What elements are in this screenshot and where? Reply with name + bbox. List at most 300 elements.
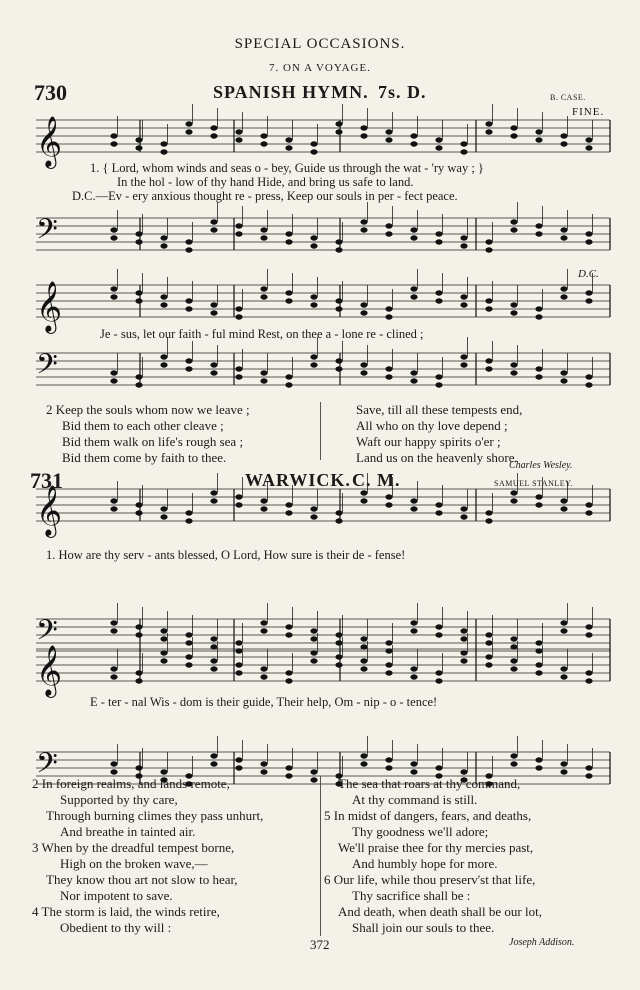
note-head xyxy=(510,219,517,224)
verse-line: The sea that roars at thy command, xyxy=(338,776,521,791)
note-head xyxy=(260,620,267,625)
note-head xyxy=(285,502,292,507)
note-head xyxy=(260,133,267,138)
note-head xyxy=(485,366,492,371)
verse-line: 4 The storm is laid, the winds retire, xyxy=(32,904,220,919)
verse-line: Supported by thy care, xyxy=(60,792,178,807)
note-head xyxy=(285,765,292,770)
author-731: Joseph Addison. xyxy=(509,937,575,948)
note-head xyxy=(235,765,242,770)
verse-line: And breathe in tainted air. xyxy=(60,824,196,839)
note-head xyxy=(260,235,267,240)
note-head xyxy=(510,490,517,495)
note-head xyxy=(135,678,142,683)
note-head xyxy=(210,498,217,503)
note-head xyxy=(360,362,367,367)
note-head xyxy=(485,247,492,252)
note-head xyxy=(110,235,117,240)
note-head xyxy=(210,362,217,367)
note-head xyxy=(560,628,567,633)
note-head xyxy=(460,362,467,367)
note-head xyxy=(110,769,117,774)
note-head xyxy=(510,498,517,503)
note-head xyxy=(160,514,167,519)
note-head xyxy=(460,636,467,641)
note-head xyxy=(460,650,467,655)
note-head xyxy=(185,239,192,244)
note-head xyxy=(135,145,142,150)
treble-clef-icon: 𝄞 xyxy=(36,281,63,332)
note-head xyxy=(585,137,592,142)
note-head xyxy=(210,219,217,224)
dc-mark: D.C. xyxy=(578,268,599,280)
note-head xyxy=(560,294,567,299)
note-head xyxy=(585,374,592,379)
verse-line: Thy sacrifice shall be : xyxy=(352,888,471,903)
note-head xyxy=(310,636,317,641)
note-head xyxy=(435,502,442,507)
verse-line: 3 When by the dreadful tempest borne, xyxy=(32,840,235,855)
verse-line: 2 In foreign realms, and lands remote, xyxy=(32,776,230,791)
note-head xyxy=(110,227,117,232)
note-head xyxy=(160,636,167,641)
note-head xyxy=(335,247,342,252)
note-head xyxy=(235,306,242,311)
note-head xyxy=(135,632,142,637)
note-head xyxy=(260,141,267,146)
note-head xyxy=(485,640,492,645)
note-head xyxy=(135,670,142,675)
note-head xyxy=(335,662,342,667)
stanza-731-right xyxy=(324,776,542,936)
note-head xyxy=(160,506,167,511)
note-head xyxy=(585,670,592,675)
note-head xyxy=(235,137,242,142)
lyric-731-line1: 1. How are thy serv - ants blessed, O Lord, How sure is their de - fense! xyxy=(46,548,406,562)
note-head xyxy=(560,286,567,291)
note-head xyxy=(385,129,392,134)
note-head xyxy=(135,298,142,303)
note-head xyxy=(235,374,242,379)
note-head xyxy=(285,239,292,244)
note-head xyxy=(410,227,417,232)
note-head xyxy=(210,227,217,232)
note-head xyxy=(410,498,417,503)
lyric-730-line4: Je - sus, let our faith - ful mind Rest, on thee a - lone re - clined ; xyxy=(100,327,424,341)
note-head xyxy=(460,294,467,299)
verse-line: They know thou art not slow to hear, xyxy=(46,872,238,887)
note-head xyxy=(535,670,542,675)
note-head xyxy=(460,302,467,307)
page-number: 372 xyxy=(310,937,330,952)
note-head xyxy=(310,294,317,299)
note-head xyxy=(535,366,542,371)
note-head xyxy=(535,494,542,499)
note-head xyxy=(585,678,592,683)
composer-730: B. CASE. xyxy=(550,93,586,102)
note-head xyxy=(485,129,492,134)
note-head xyxy=(335,518,342,523)
note-head xyxy=(410,286,417,291)
note-head xyxy=(160,243,167,248)
note-head xyxy=(385,137,392,142)
note-head xyxy=(210,658,217,663)
note-head xyxy=(135,510,142,515)
note-head xyxy=(260,286,267,291)
note-head xyxy=(210,310,217,315)
note-head xyxy=(460,628,467,633)
bass-clef-icon: 𝄢 xyxy=(36,614,58,654)
treble-clef-icon: 𝄞 xyxy=(36,645,63,696)
note-head xyxy=(110,498,117,503)
stanza-730-2b: Save, till all these tempests end, All who on thy love depend ; Waft our happy spirits o'er ; Land us on the heavenly shore. xyxy=(356,402,523,465)
note-head xyxy=(385,366,392,371)
note-head xyxy=(385,640,392,645)
note-head xyxy=(535,765,542,770)
verse-line: Obedient to thy will : xyxy=(60,920,172,935)
note-head xyxy=(210,302,217,307)
note-head xyxy=(485,654,492,659)
note-head xyxy=(435,290,442,295)
note-head xyxy=(185,632,192,637)
note-head xyxy=(185,358,192,363)
note-head xyxy=(385,223,392,228)
note-head xyxy=(385,670,392,675)
note-head xyxy=(435,670,442,675)
note-head xyxy=(310,650,317,655)
note-head xyxy=(410,370,417,375)
note-head xyxy=(285,678,292,683)
note-head xyxy=(435,382,442,387)
note-head xyxy=(335,121,342,126)
verse-line: Nor impotent to save. xyxy=(60,888,173,903)
note-head xyxy=(185,640,192,645)
verse-line: At thy command is still. xyxy=(352,792,478,807)
note-head xyxy=(560,370,567,375)
note-head xyxy=(310,141,317,146)
note-head xyxy=(560,133,567,138)
note-head xyxy=(485,121,492,126)
note-head xyxy=(510,227,517,232)
note-head xyxy=(360,490,367,495)
note-head xyxy=(210,636,217,641)
note-head xyxy=(110,133,117,138)
note-head xyxy=(485,239,492,244)
composer-731: SAMUEL STANLEY. xyxy=(494,479,573,488)
note-head xyxy=(535,640,542,645)
note-head xyxy=(335,654,342,659)
note-head xyxy=(260,498,267,503)
note-head xyxy=(560,498,567,503)
note-head xyxy=(510,753,517,758)
note-head xyxy=(135,290,142,295)
note-head xyxy=(510,133,517,138)
note-head xyxy=(360,133,367,138)
note-head xyxy=(210,370,217,375)
note-head xyxy=(135,624,142,629)
note-head xyxy=(285,290,292,295)
note-head xyxy=(560,620,567,625)
note-head xyxy=(285,137,292,142)
note-head xyxy=(110,674,117,679)
note-head xyxy=(460,506,467,511)
note-head xyxy=(435,231,442,236)
note-head xyxy=(435,765,442,770)
note-head xyxy=(385,757,392,762)
note-head xyxy=(435,374,442,379)
note-head xyxy=(510,666,517,671)
bass-clef-icon: 𝄢 xyxy=(36,213,58,253)
note-head xyxy=(460,243,467,248)
note-head xyxy=(510,658,517,663)
note-head xyxy=(185,662,192,667)
note-head xyxy=(160,628,167,633)
note-head xyxy=(585,624,592,629)
note-head xyxy=(385,306,392,311)
note-head xyxy=(110,666,117,671)
note-head xyxy=(160,658,167,663)
treble-clef-icon: 𝄞 xyxy=(36,116,63,167)
meter-731: C. M. xyxy=(352,470,401,490)
note-head xyxy=(310,658,317,663)
note-head xyxy=(460,354,467,359)
note-head xyxy=(385,314,392,319)
note-head xyxy=(135,765,142,770)
note-head xyxy=(535,231,542,236)
note-head xyxy=(360,498,367,503)
note-head xyxy=(385,502,392,507)
note-head xyxy=(235,670,242,675)
note-head xyxy=(285,670,292,675)
note-head xyxy=(510,636,517,641)
note-head xyxy=(310,506,317,511)
note-head xyxy=(285,510,292,515)
note-head xyxy=(410,378,417,383)
note-head xyxy=(285,624,292,629)
note-head xyxy=(360,761,367,766)
note-head xyxy=(160,769,167,774)
note-head xyxy=(410,666,417,671)
stanza-730-2a: 2 Keep the souls whom now we leave ; Bid them to each other cleave ; Bid them walk on life's rough sea ; Bid them come by faith to thee. xyxy=(46,402,250,465)
note-head xyxy=(510,302,517,307)
note-head xyxy=(335,239,342,244)
note-head xyxy=(185,298,192,303)
note-head xyxy=(235,129,242,134)
note-head xyxy=(585,231,592,236)
note-head xyxy=(285,298,292,303)
note-head xyxy=(235,231,242,236)
note-head xyxy=(360,666,367,671)
note-head xyxy=(260,294,267,299)
note-head xyxy=(185,306,192,311)
note-head xyxy=(235,366,242,371)
note-head xyxy=(385,765,392,770)
note-head xyxy=(160,294,167,299)
note-head xyxy=(160,141,167,146)
subsection-title: 7. ON A VOYAGE. xyxy=(269,62,371,74)
note-head xyxy=(110,294,117,299)
note-head xyxy=(310,777,317,782)
note-head xyxy=(310,628,317,633)
verse-line: And humbly hope for more. xyxy=(352,856,498,871)
note-head xyxy=(135,374,142,379)
note-head xyxy=(385,662,392,667)
note-head xyxy=(410,235,417,240)
note-head xyxy=(110,628,117,633)
note-head xyxy=(335,129,342,134)
note-head xyxy=(560,227,567,232)
note-head xyxy=(235,494,242,499)
note-head xyxy=(435,145,442,150)
note-head xyxy=(585,632,592,637)
note-head xyxy=(510,370,517,375)
note-head xyxy=(160,362,167,367)
note-head xyxy=(285,773,292,778)
note-head xyxy=(585,502,592,507)
note-head xyxy=(210,133,217,138)
note-head xyxy=(360,302,367,307)
note-head xyxy=(485,662,492,667)
stanza-731-left xyxy=(32,776,263,936)
note-head xyxy=(585,290,592,295)
verse-line: We'll praise thee for thy mercies past, xyxy=(338,840,534,855)
note-head xyxy=(310,149,317,154)
verse-line: High on the broken wave,— xyxy=(60,856,208,871)
note-head xyxy=(560,769,567,774)
note-head xyxy=(535,662,542,667)
note-head xyxy=(235,223,242,228)
note-head xyxy=(335,358,342,363)
note-head xyxy=(185,247,192,252)
note-head xyxy=(410,674,417,679)
note-head xyxy=(185,121,192,126)
note-head xyxy=(535,223,542,228)
note-head xyxy=(160,354,167,359)
note-head xyxy=(110,141,117,146)
note-head xyxy=(410,294,417,299)
note-head xyxy=(485,510,492,515)
column-divider xyxy=(320,776,321,936)
note-head xyxy=(160,149,167,154)
note-head xyxy=(485,306,492,311)
note-head xyxy=(235,314,242,319)
note-head xyxy=(510,125,517,130)
note-head xyxy=(135,239,142,244)
verse-line: Through burning climes they pass unhurt, xyxy=(46,808,264,823)
note-head xyxy=(260,370,267,375)
bass-clef-icon: 𝄢 xyxy=(36,747,58,787)
note-head xyxy=(510,362,517,367)
column-divider xyxy=(320,402,321,460)
note-head xyxy=(360,658,367,663)
note-head xyxy=(435,624,442,629)
note-head xyxy=(585,510,592,515)
note-head xyxy=(360,310,367,315)
note-head xyxy=(310,235,317,240)
note-head xyxy=(460,658,467,663)
note-head xyxy=(460,235,467,240)
note-head xyxy=(110,620,117,625)
note-head xyxy=(585,239,592,244)
bass-clef-icon: 𝄢 xyxy=(36,348,58,388)
note-head xyxy=(410,141,417,146)
lyric-730-line2: In the hol - low of thy hand Hide, and bring us safe to land. xyxy=(117,175,414,189)
note-head xyxy=(385,374,392,379)
note-head xyxy=(160,650,167,655)
note-head xyxy=(560,378,567,383)
note-head xyxy=(185,510,192,515)
note-head xyxy=(410,506,417,511)
hymn-number-731: 731 xyxy=(30,468,63,493)
lyric-730-line1: 1. { Lord, whom winds and seas o - bey, Guide us through the wat - 'ry way ; } xyxy=(90,161,484,175)
note-head xyxy=(110,370,117,375)
section-title: SPECIAL OCCASIONS. xyxy=(234,36,406,52)
note-head xyxy=(335,298,342,303)
note-head xyxy=(360,219,367,224)
note-head xyxy=(235,502,242,507)
note-head xyxy=(260,628,267,633)
note-head xyxy=(135,137,142,142)
note-head xyxy=(535,129,542,134)
note-head xyxy=(460,769,467,774)
tune-name-730: SPANISH HYMN. xyxy=(213,82,369,102)
note-head xyxy=(360,125,367,130)
note-head xyxy=(285,145,292,150)
note-head xyxy=(335,510,342,515)
note-head xyxy=(510,310,517,315)
hymn-number-730: 730 xyxy=(34,80,67,105)
note-head xyxy=(360,636,367,641)
note-head xyxy=(210,753,217,758)
note-head xyxy=(435,137,442,142)
note-head xyxy=(360,370,367,375)
note-head xyxy=(485,358,492,363)
verse-line: 6 Our life, while thou preserv'st that life, xyxy=(324,872,536,887)
fine-mark: FINE. xyxy=(572,106,605,118)
verse-line: 5 In midst of dangers, fears, and deaths, xyxy=(324,808,532,823)
note-head xyxy=(110,286,117,291)
note-head xyxy=(535,757,542,762)
verse-line: Shall join our souls to thee. xyxy=(352,920,495,935)
note-head xyxy=(335,306,342,311)
note-head xyxy=(210,666,217,671)
note-head xyxy=(335,366,342,371)
note-head xyxy=(410,769,417,774)
note-head xyxy=(110,761,117,766)
note-head xyxy=(260,227,267,232)
note-head xyxy=(560,761,567,766)
note-head xyxy=(185,129,192,134)
note-head xyxy=(310,362,317,367)
note-head xyxy=(460,141,467,146)
note-head xyxy=(210,125,217,130)
note-head xyxy=(435,632,442,637)
note-head xyxy=(235,640,242,645)
note-head xyxy=(585,382,592,387)
note-head xyxy=(410,761,417,766)
note-head xyxy=(435,239,442,244)
note-head xyxy=(510,761,517,766)
note-head xyxy=(260,674,267,679)
note-head xyxy=(535,314,542,319)
note-head xyxy=(285,382,292,387)
note-head xyxy=(385,231,392,236)
note-head xyxy=(235,662,242,667)
note-head xyxy=(410,133,417,138)
note-head xyxy=(585,773,592,778)
note-head xyxy=(585,765,592,770)
lyric-730-line3: D.C.—Ev - ery anxious thought re - press, Keep our souls in per - fect peace. xyxy=(72,189,458,203)
